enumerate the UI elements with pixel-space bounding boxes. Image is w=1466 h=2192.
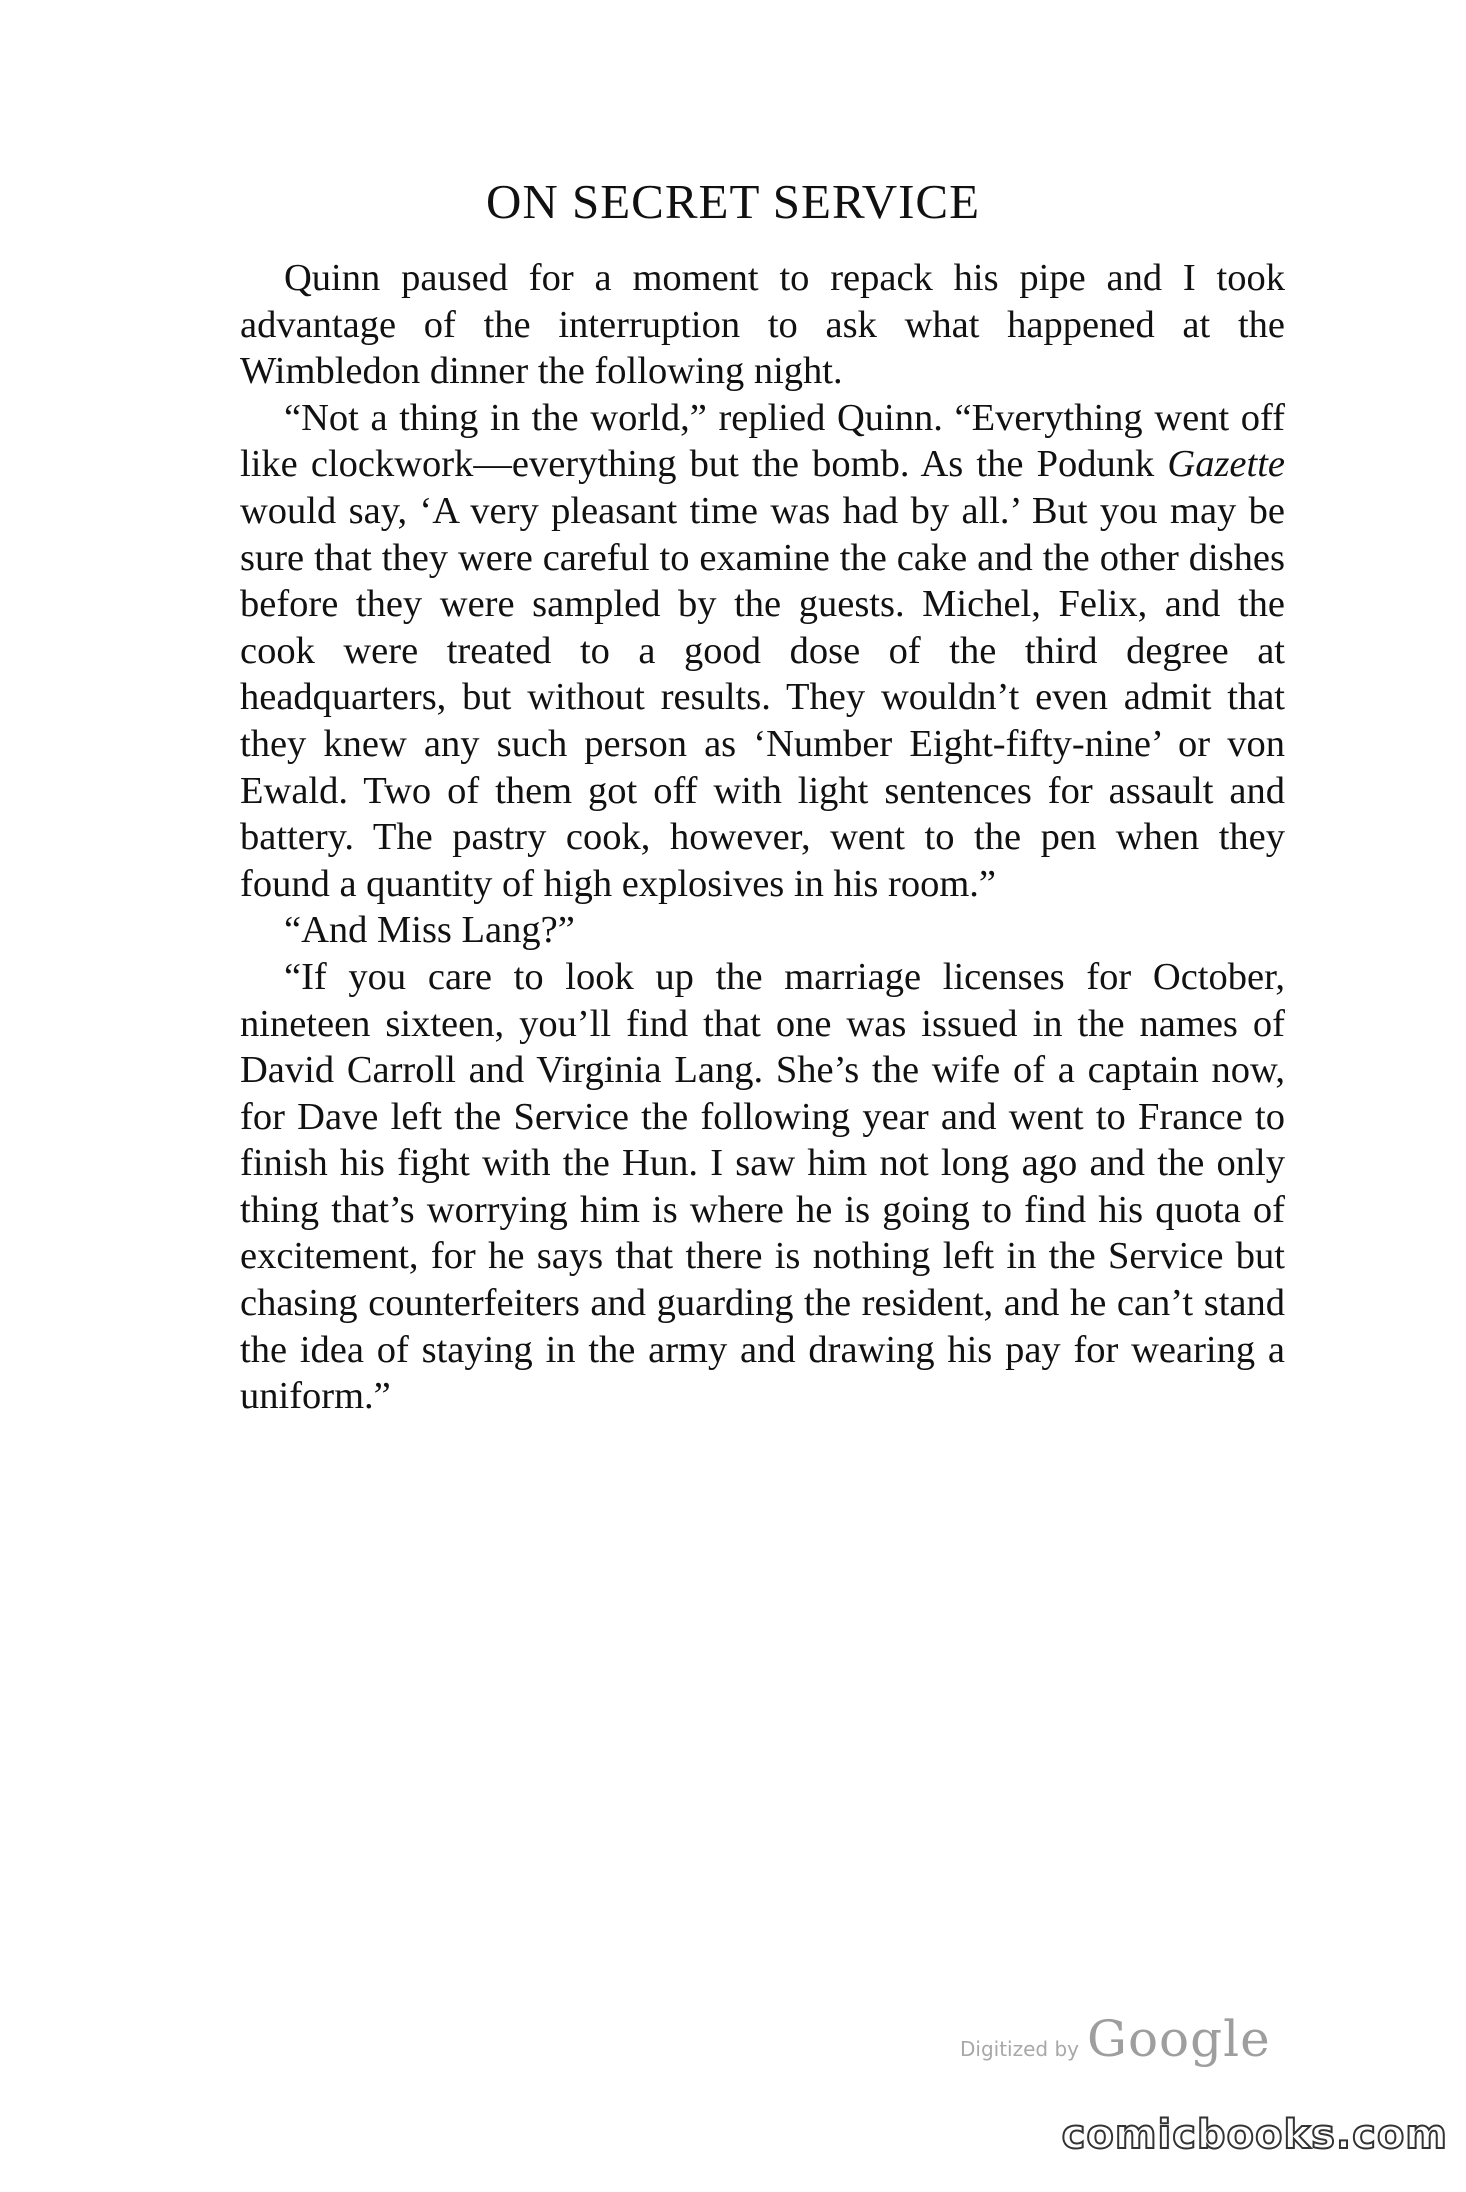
paragraph-1: Quinn paused for a moment to repack his pipe and I took advantage of the interruption to ask what happened at the Wimbledon dinner the following night. <box>240 257 1285 393</box>
paragraph-2: “Not a thing in the world,” replied Quinn. “Everything went off like clockwork—everything but the bomb. As the Podunk Gazette would say, ‘A very pleasant time was had by all.’ But you may be sure that they were careful to examine the cake and the other dishes before they were sampled by the guests. Michel, Felix, and the cook were treated to a good dose of the third degree at headquarters, but without results. They wouldn’t even admit that they knew any such person as ‘Number Eight-fifty-nine’ or von Ewald. Two of them got off with light sentences for assault and battery. The pastry cook, however, went to the pen when they found a quantity of high explosives in his room.” <box>240 396 1285 905</box>
running-head: ON SECRET SERVICE <box>485 174 981 229</box>
paragraph-3: “And Miss Lang?” <box>284 909 575 952</box>
italic-gazette: Gazette <box>1167 443 1285 486</box>
google-watermark <box>960 2010 1290 2080</box>
body-text <box>240 255 1285 1420</box>
paragraph-4: “If you care to look up the marriage licenses for October, nineteen sixteen, you’ll find that one was issued in the names of David Carroll and Virginia Lang. She’s the wife of a captain now, for Dave left the Service the following year and went to France to finish his fight with the Hun. I saw him not long ago and the only thing that’s worrying him is where he is going to find his quota of excitement, for he says that there is nothing left in the Service but chasing counterfeiters and guarding the resident, and he can’t stand the idea of staying in the army and drawing his pay for wearing a uniform.” <box>240 955 1285 1418</box>
site-watermark: comicbooks.com <box>1061 2112 1448 2158</box>
digitized-by-label: Digitized by <box>960 2037 1079 2061</box>
google-logo-text: Google <box>1087 2010 1271 2068</box>
